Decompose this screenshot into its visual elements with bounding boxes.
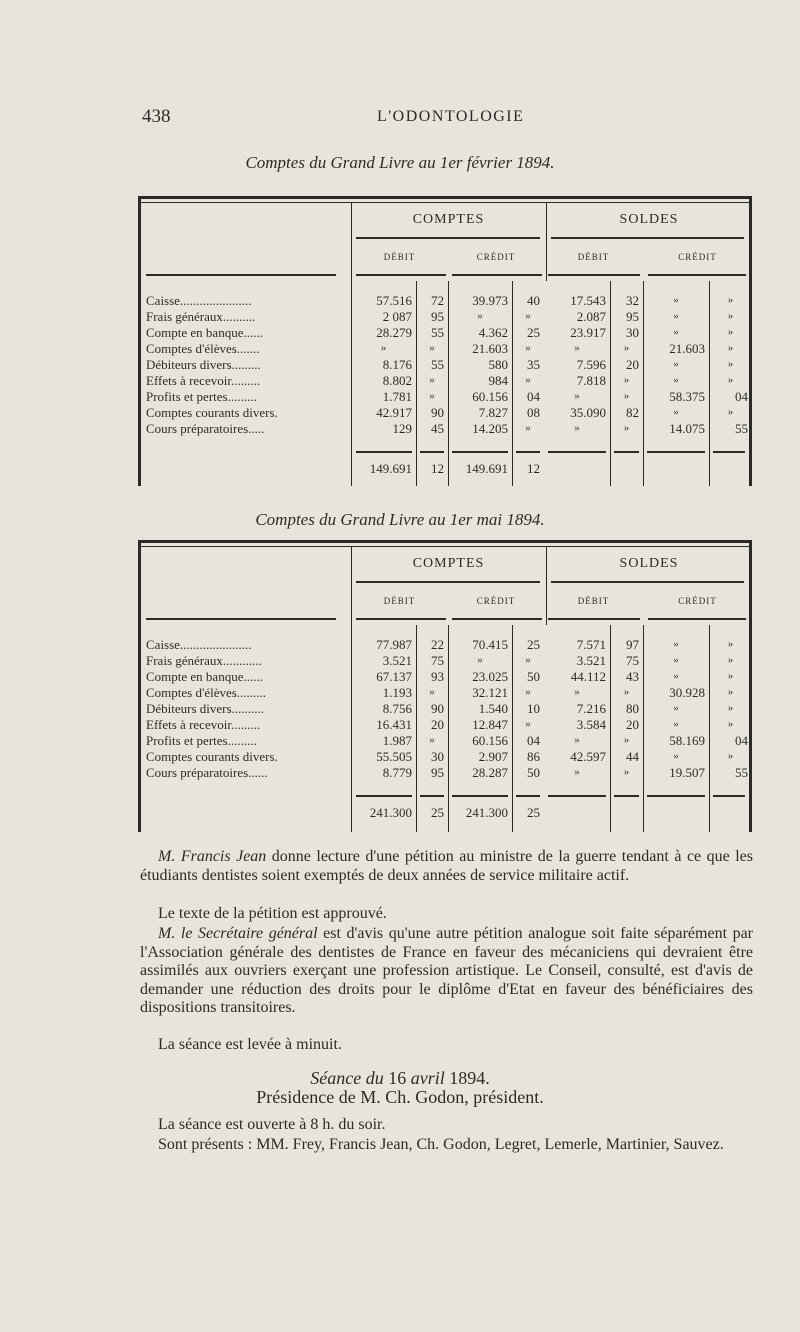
table-cell: 50 (527, 765, 540, 780)
column-header: CRÉDIT (476, 596, 516, 606)
table-cell: 55 (431, 325, 444, 340)
speaker-name: M. le Secrétaire général (158, 925, 318, 942)
table-cell: 580 (488, 357, 508, 372)
row-label: Cours préparatoires...... (146, 765, 268, 780)
table-cell: » (727, 310, 734, 322)
table-cell: 97 (626, 637, 639, 652)
speaker-name: M. Francis Jean (158, 848, 267, 865)
rule-line (452, 795, 508, 797)
table-caption: Comptes du Grand Livre au 1er février 1894. (245, 153, 555, 172)
table-cell: 16.431 (376, 717, 412, 732)
table-cell: 7.818 (576, 373, 606, 388)
table-cell: 95 (431, 309, 444, 324)
column-group-header: COMPTES (412, 556, 485, 571)
table-cell: 984 (488, 373, 508, 388)
table-cell: 7.596 (576, 357, 606, 372)
table-cell: » (380, 342, 387, 354)
row-label: Compte en banque...... (146, 669, 263, 684)
table-cell: 86 (527, 749, 540, 764)
paragraph (140, 925, 753, 1018)
table-cell: 14.205 (472, 421, 508, 436)
row-label: Comptes d'élèves....... (146, 341, 260, 356)
table-cell: 04 (735, 389, 748, 404)
table-cell: 75 (431, 653, 444, 668)
table-cell: » (727, 342, 734, 354)
table-cell: » (429, 374, 435, 386)
table-cell: » (574, 766, 580, 778)
table-cell: » (727, 654, 734, 666)
row-label: Effets à recevoir......... (146, 373, 261, 388)
table-cell: 2.907 (478, 749, 508, 764)
rule-line (648, 274, 746, 276)
table-cell: 20 (626, 717, 639, 732)
rule-line (643, 434, 644, 486)
column-header: DÉBIT (383, 252, 416, 262)
rule-line (356, 274, 446, 276)
session-title-part: 16 (388, 1068, 407, 1088)
total-cell: 241.300 (369, 805, 412, 820)
row-label: Comptes d'élèves......... (146, 685, 267, 700)
column-header: CRÉDIT (476, 252, 516, 262)
table-cell: 21.603 (669, 341, 705, 356)
total-cell: 25 (431, 805, 444, 820)
table-cell: » (673, 750, 679, 762)
table-cell: 30 (431, 749, 444, 764)
rule-line (138, 196, 752, 199)
rule-line (713, 795, 745, 797)
rule-line (551, 237, 744, 239)
table-cell: 25 (527, 325, 540, 340)
table-cell: 55 (735, 421, 748, 436)
rule-line (138, 196, 141, 486)
table-cell: 04 (527, 389, 540, 404)
table-cell: 3.584 (576, 717, 606, 732)
table-cell: » (477, 654, 483, 666)
session-title-part: Séance du (310, 1068, 389, 1088)
column-group-header: SOLDES (619, 212, 679, 227)
rule-line (452, 618, 542, 620)
row-label: Débiteurs divers......... (146, 357, 261, 372)
table-cell: » (673, 406, 679, 418)
table-cell: 90 (431, 701, 444, 716)
total-cell: 149.691 (369, 461, 412, 476)
row-label: Effets à recevoir......... (146, 717, 261, 732)
table-cell: » (673, 374, 679, 386)
rule-line (146, 618, 336, 620)
rule-line (647, 451, 705, 453)
table-cell: 21.603 (472, 341, 508, 356)
table-cell: » (673, 654, 679, 666)
table-cell: » (574, 390, 580, 402)
table-cell: 57.516 (376, 293, 412, 308)
table-cell: 7.571 (576, 637, 606, 652)
table-cell: 04 (527, 733, 540, 748)
table-cell: » (623, 374, 630, 386)
rule-line (548, 274, 640, 276)
table-cell: » (574, 686, 580, 698)
column-header: CRÉDIT (678, 596, 717, 606)
table-cell: 1.781 (382, 389, 412, 404)
total-cell: 149.691 (465, 461, 508, 476)
row-label: Profits et pertes......... (146, 389, 257, 404)
table-caption: Comptes du Grand Livre au 1er mai 1894. (255, 510, 545, 529)
table-cell: 55 (431, 357, 444, 372)
paragraph (140, 848, 753, 885)
table-cell: 60.156 (472, 733, 508, 748)
table-cell: » (429, 686, 435, 698)
table-cell: » (429, 734, 435, 746)
table-cell: » (727, 638, 734, 650)
table-cell: 42.917 (376, 405, 412, 420)
rule-line (356, 451, 412, 453)
rule-line (643, 778, 644, 832)
rule-line (548, 795, 606, 797)
table-cell: 1.193 (382, 685, 412, 700)
table-cell: 39.973 (472, 293, 508, 308)
column-group-header: COMPTES (412, 212, 485, 227)
table-cell: » (525, 310, 531, 322)
table-cell: » (727, 702, 734, 714)
table-cell: 35.090 (570, 405, 606, 420)
table-cell: 20 (626, 357, 639, 372)
row-label: Comptes courants divers. (146, 405, 278, 420)
table-cell: 35 (527, 357, 540, 372)
rule-line (548, 451, 606, 453)
total-cell: 25 (527, 805, 540, 820)
table-cell: » (574, 422, 580, 434)
table-cell: » (574, 342, 580, 354)
table-cell: 23.025 (472, 669, 508, 684)
table-cell: 55.505 (376, 749, 412, 764)
rule-line (420, 451, 444, 453)
page-number: 438 (142, 106, 171, 127)
table-cell: 2 087 (382, 309, 412, 324)
rule-line (138, 202, 752, 203)
table-cell: » (673, 310, 679, 322)
column-header: DÉBIT (383, 596, 416, 606)
table-cell: » (673, 702, 679, 714)
total-cell: 241.300 (465, 805, 508, 820)
table-cell: » (525, 374, 531, 386)
table-cell: 60.156 (472, 389, 508, 404)
rule-line (614, 795, 639, 797)
table-cell: 17.543 (570, 293, 606, 308)
table-cell: » (477, 310, 483, 322)
table-cell: » (673, 326, 679, 338)
table-cell: » (574, 734, 580, 746)
row-label: Compte en banque...... (146, 325, 263, 340)
table-cell: 8.756 (382, 701, 412, 716)
table-cell: 3.521 (576, 653, 606, 668)
table-cell: » (673, 358, 679, 370)
table-cell: 7.216 (576, 701, 606, 716)
table-cell: » (525, 654, 531, 666)
table-cell: 30 (626, 325, 639, 340)
table-cell: 30.928 (669, 685, 705, 700)
session-title-part: avril (406, 1068, 450, 1088)
table-cell: » (623, 686, 630, 698)
table-cell: 8.176 (382, 357, 412, 372)
table-cell: 28.287 (472, 765, 508, 780)
table-cell: » (727, 374, 734, 386)
table-cell: 58.169 (669, 733, 705, 748)
rule-line (713, 451, 745, 453)
rule-line (356, 237, 540, 239)
table-cell: » (727, 718, 734, 730)
rule-line (614, 451, 639, 453)
rule-line (548, 618, 640, 620)
rule-line (749, 196, 752, 486)
table-cell: 8.779 (382, 765, 412, 780)
table-cell: » (673, 294, 679, 306)
total-cell: 12 (527, 461, 540, 476)
table-cell: 55 (735, 765, 748, 780)
table-cell: 58.375 (669, 389, 705, 404)
rule-line (448, 434, 449, 486)
rule-line (452, 274, 542, 276)
row-label: Débiteurs divers.......... (146, 701, 265, 716)
table-cell: 70.415 (472, 637, 508, 652)
table-cell: » (673, 670, 679, 682)
presidence-line: Présidence de M. Ch. Godon, président. (256, 1087, 544, 1107)
table-cell: » (673, 718, 679, 730)
table-cell: » (727, 686, 734, 698)
table-cell: 19.507 (669, 765, 705, 780)
rule-line (516, 795, 540, 797)
table-cell: 40 (527, 293, 540, 308)
table-cell: » (727, 670, 734, 682)
table-cell: 95 (626, 309, 639, 324)
rule-line (452, 451, 508, 453)
table-cell: 10 (527, 701, 540, 716)
table-cell: 95 (431, 765, 444, 780)
rule-line (516, 451, 540, 453)
table-cell: 45 (431, 421, 444, 436)
table-cell: » (525, 686, 531, 698)
table-cell: 04 (735, 733, 748, 748)
session-title-part: 1894. (449, 1068, 490, 1088)
table-cell: » (525, 422, 531, 434)
table-cell: 42.597 (570, 749, 606, 764)
table-cell: 25 (527, 637, 540, 652)
running-title: L'ODONTOLOGIE (377, 108, 525, 125)
table-cell: 32.121 (472, 685, 508, 700)
table-cell: 75 (626, 653, 639, 668)
table-cell: 67.137 (376, 669, 412, 684)
rule-line (647, 795, 705, 797)
rule-line (420, 795, 444, 797)
column-group-header: SOLDES (619, 556, 679, 571)
rule-line (551, 581, 744, 583)
paragraph-text: donne lecture d'une pétition au ministre de la guerre tendant à ce que les étudiants dentistes soient exemptés de deux années de service militaire actif. (140, 848, 753, 884)
table-cell: 80 (626, 701, 639, 716)
rule-line (356, 618, 446, 620)
paragraph: Le texte de la pétition est approuvé. (158, 905, 387, 922)
table-cell: 43 (626, 669, 639, 684)
table-cell: 93 (431, 669, 444, 684)
table-cell: » (429, 390, 435, 402)
table-cell: 2.087 (576, 309, 606, 324)
table-cell: » (623, 734, 630, 746)
table-cell: » (673, 638, 679, 650)
ledger-table (138, 196, 752, 486)
table-cell: 14.075 (669, 421, 705, 436)
table-cell: 1.987 (382, 733, 412, 748)
table-cell: 77.987 (376, 637, 412, 652)
column-header: DÉBIT (577, 252, 610, 262)
total-cell: 12 (431, 461, 444, 476)
paragraph: La séance est levée à minuit. (158, 1036, 342, 1053)
table-cell: » (727, 326, 734, 338)
table-cell: » (429, 342, 435, 354)
table-cell: 44.112 (570, 669, 606, 684)
row-label: Cours préparatoires..... (146, 421, 265, 436)
table-cell: 82 (626, 405, 639, 420)
rule-line (138, 546, 752, 547)
table-cell: » (623, 422, 630, 434)
table-cell: » (727, 294, 734, 306)
table-cell: 23.917 (570, 325, 606, 340)
table-cell: » (623, 342, 630, 354)
table-cell: 32 (626, 293, 639, 308)
row-label: Profits et pertes......... (146, 733, 257, 748)
table-cell: 22 (431, 637, 444, 652)
ledger-table (138, 540, 752, 832)
table-cell: 28.279 (376, 325, 412, 340)
column-header: CRÉDIT (678, 252, 717, 262)
paragraph: La séance est ouverte à 8 h. du soir. (158, 1116, 386, 1133)
row-label: Frais généraux.......... (146, 309, 256, 324)
row-label: Caisse...................... (146, 637, 252, 652)
column-header: DÉBIT (577, 596, 610, 606)
table-cell: » (727, 358, 734, 370)
table-cell: » (623, 766, 630, 778)
table-cell: 50 (527, 669, 540, 684)
table-cell: 3.521 (382, 653, 412, 668)
table-cell: 20 (431, 717, 444, 732)
table-cell: » (525, 718, 531, 730)
paragraph-text: est d'avis qu'une autre pétition analogue soit faite séparément par l'Association générale des dentistes de France en faveur des mécaniciens qui devraient être assimilés aux ouvriers exerçant une profession artistique. Le Conseil, consulté, est d'avis de demander une réduction des droits pour le diplôme d'Etat en faveur des bénéficiaires des dispositions transitoires. (140, 925, 754, 1016)
table-cell: » (727, 406, 734, 418)
rule-line (146, 274, 336, 276)
table-cell: » (727, 750, 734, 762)
table-cell: 44 (626, 749, 639, 764)
session-title (0, 1068, 800, 1089)
row-label: Comptes courants divers. (146, 749, 278, 764)
row-label: Caisse...................... (146, 293, 252, 308)
table-cell: 1.540 (478, 701, 508, 716)
table-cell: » (623, 390, 630, 402)
row-label: Frais généraux............ (146, 653, 262, 668)
rule-line (356, 581, 540, 583)
table-cell: » (525, 342, 531, 354)
table-cell: 90 (431, 405, 444, 420)
paragraph: Sont présents : MM. Frey, Francis Jean, Ch. Godon, Legret, Lemerle, Martinier, Sauvez. (158, 1136, 724, 1153)
table-cell: 72 (431, 293, 444, 308)
table-cell: 8.802 (382, 373, 412, 388)
table-cell: 129 (392, 421, 412, 436)
table-cell: 7.827 (478, 405, 508, 420)
table-cell: 08 (527, 405, 540, 420)
rule-line (138, 540, 752, 543)
table-cell: 12.847 (472, 717, 508, 732)
rule-line (648, 618, 746, 620)
rule-line (356, 795, 412, 797)
rule-line (138, 540, 141, 832)
table-cell: 4.362 (478, 325, 508, 340)
